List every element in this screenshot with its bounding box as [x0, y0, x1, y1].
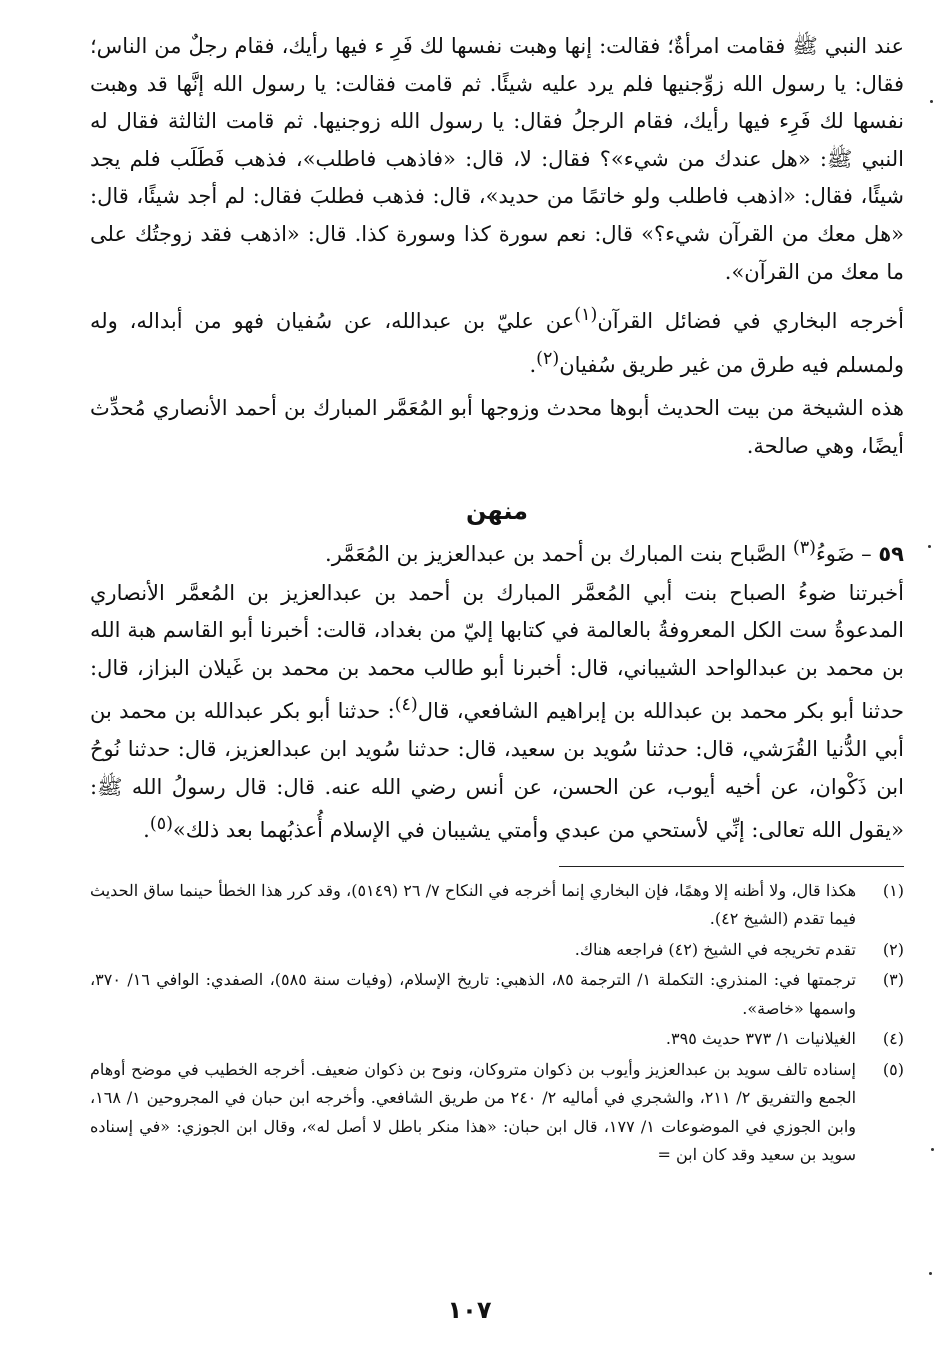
- footnote-number: (١): [882, 880, 904, 900]
- takhrij-text-2: عن عليّ بن عبدالله، عن سُفيان فهو من أبداله، وله ولمسلم فيه طرق من غير طريق سُفيان: [90, 309, 904, 377]
- entry-number: ٥٩: [878, 541, 904, 566]
- footnote-text: ترجمتها في: المنذري: التكملة ١/ الترجمة ٨٥، الذهبي: تاريخ الإسلام، (وفيات سنة ٥٨٥)، الصفدي: الوافي ١٦/ ٣٧٠، واسمها «خاصة».: [90, 970, 857, 1018]
- footnote-text: تقدم تخريجه في الشيخ (٤٢) فراجعه هناك.: [574, 939, 856, 959]
- footnote-item: [90, 936, 904, 965]
- footnote-number: (٥): [882, 1059, 904, 1079]
- entry-hadith-paragraph: [90, 575, 904, 850]
- entry-name-1: ضَوءُ: [815, 541, 855, 566]
- entry-title: [90, 530, 904, 573]
- hadith-continuation-paragraph: عند النبي ﷺ فقامت امرأةٌ؛ فقالت: إنها وهبت نفسها لك فَرِ ء فيها رأيك، فقام رجلٌ من الناس؛ فقال: يا رسول الله زوِّجنيها فلم يرد عليه شيئًا. ثم قامت فقالت: يا رسول الله إنَّها قد وهبت نفسها لك فَرِء فيها رأيك، فقام الرجلُ فقال: يا رسول الله زوجنيها. ثم قامت الثالثة فقال له النبي ﷺ: «هل عندك من شيء»؟ فقال: لا، قال: «فاذهب فاطلب»، فذهب فَطَلَب فلم يجد شيئًا، فقال: «اذهب فاطلب ولو خاتمًا من حديد»، قال: فذهب فطلبَ فقال: لم أجد شيئًا، قال: «هل معك من القرآن شيء؟» قال: نعم سورة كذا وسورة كذا. قال: «اذهب فقد زوجتُك على ما معك من القرآن».: [90, 34, 904, 284]
- scan-speck: [930, 100, 933, 103]
- page-content: [90, 28, 904, 1172]
- footnote-number: (٢): [882, 939, 904, 959]
- takhrij-paragraph: [90, 297, 904, 384]
- biography-note-paragraph: هذه الشيخة من بيت الحديث أبوها محدث وزوجها أبو المُعَمَّر المبارك بن أحمد الأنصاري مُحدِّث أيضًا، وهي صالحة.: [90, 396, 904, 458]
- footnote-ref-1[interactable]: (١): [574, 305, 598, 326]
- footnote-ref-2[interactable]: (٢): [536, 348, 560, 369]
- scan-speck: [929, 1272, 932, 1275]
- footnote-separator: [559, 866, 904, 867]
- footnote-number: (٣): [882, 970, 904, 990]
- section-heading: منهن: [465, 496, 529, 525]
- footnote-text: إسناده تالف سويد بن عبدالعزيز وأيوب بن ذكوان متروكان، ونوح بن ذكوان ضعيف. أخرجه الخطيب في موضح أوهام الجمع والتفريق ٢/ ٢١١، والشجري في أماليه ٢/ ٢٤٠ من طريق الشافعي. وأخرجه ابن حبان في المجروحين ١/ ١٦٨، وابن الجوزي في الموضوعات ١/ ١٧٧، قال ابن حبان: «هذا منكر باطل لا أصل له»، وقال ابن الجوزي: «في إسناده سويد بن سعيد وقد كان ابن =: [90, 1059, 857, 1165]
- entry-dash: –: [854, 541, 879, 566]
- footnote-ref-5[interactable]: (٥): [149, 814, 173, 835]
- scan-speck: [928, 545, 931, 548]
- footnote-ref-3[interactable]: (٣): [792, 537, 816, 558]
- footnotes-list: [90, 877, 904, 1170]
- footnote-item: [90, 1056, 904, 1170]
- takhrij-text-3: .: [529, 352, 537, 377]
- entry-hadith-text-3: .: [143, 818, 150, 843]
- entry-name-2: الصَّباح بنت المبارك بن أحمد بن عبدالعزيز بن المُعَمَّر.: [325, 541, 793, 566]
- scan-speck: [931, 1148, 934, 1151]
- takhrij-text-1: أخرجه البخاري في فضائل القرآن: [597, 309, 904, 334]
- footnote-text: الغيلانيات ١/ ٣٧٣ حديث ٣٩٥.: [665, 1029, 856, 1049]
- entry-hadith-text-1: أخبرتنا ضوءُ الصباح بنت أبي المُعمَّر المبارك بن أحمد بن عبدالعزيز بن المُعمَّر الأنصاري المدعوةُ ست الكل المعروفةُ بالعالمة في كتابها إليّ من بغداد، قالت: أخبرنا أبو القاسم هبة الله بن محمد بن عبدالواحد الشيباني، قال: أخبرنا أبو طالب محمد بن محمد بن غَيلان البزاز، قال: حدثنا أبو بكر محمد بن عبدالله بن إبراهيم الشافعي، قال: [90, 580, 904, 724]
- footnote-item: [90, 1025, 904, 1054]
- entry-hadith-text-2: : حدثنا أبو بكر عبدالله بن محمد بن أبي الدُّنيا القُرَشي، قال: حدثنا سُويد بن سعيد، قال: حدثنا سُويد ابن عبدالعزيز، قال: حدثنا نُوحُ ابن ذَكْوان، عن أخيه أيوب، عن الحسن، عن أنس رضي الله عنه. قال: قال رسولُ الله ﷺ: «يقول الله تعالى: إنِّي لأستحي من عبدي وأمتي يشيبان في الإسلام أُعذبُهما بعد ذلك»: [90, 699, 904, 843]
- footnote-item: [90, 877, 904, 934]
- footnote-number: (٤): [882, 1029, 904, 1049]
- footnote-item: [90, 966, 904, 1023]
- footnote-ref-4[interactable]: (٤): [394, 695, 418, 716]
- footnote-text: هكذا قال، ولا أظنه إلا وهمًا، فإن البخاري إنما أخرجه في النكاح ٧/ ٢٦ (٥١٤٩)، وقد كرر هذا الخطأ حينما ساق الحديث فيما تقدم (الشيخ ٤٢).: [90, 880, 857, 929]
- page-number: ١٠٧: [447, 1296, 492, 1324]
